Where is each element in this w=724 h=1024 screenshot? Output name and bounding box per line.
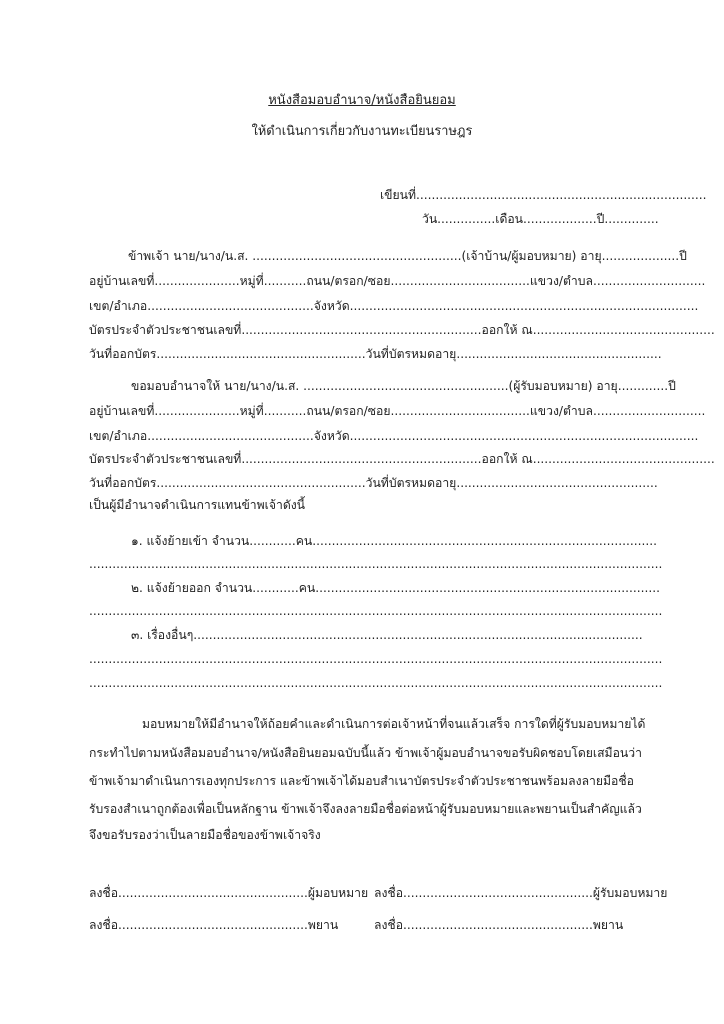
blank-line[interactable]: .................................................................................................................................................... [89, 652, 663, 666]
witness2-signature-field[interactable]: ลงชื่อ.................................................พยาน [374, 918, 624, 932]
grantor-address-field[interactable]: อยู่บ้านเลขที่......................หมู่ที่...........ถนน/ตรอก/ซอย....................................แขวง/ตำบล............................. [89, 274, 706, 288]
blank-line[interactable]: .................................................................................................................................................... [89, 604, 663, 618]
grantee-name-field[interactable]: ขอมอบอำนาจให้ นาย/นาง/น.ส. .....................................................(ผู้รับมอบหมาย) อายุ.............ปี [131, 379, 676, 393]
document-subtitle: ให้ดำเนินการเกี่ยวกับงานทะเบียนราษฎร [251, 124, 473, 139]
statement-line: รับรองสำเนาถูกต้องเพื่อเป็นหลักฐาน ข้าพเจ้าจึงลงลายมือชื่อต่อหน้าผู้รับมอบหมายและพยานเป็นสำคัญแล้ว [89, 802, 642, 816]
grantor-card-dates-field[interactable]: วันที่ออกบัตร......................................................วันที่บัตรหมดอายุ..................................................... [89, 347, 662, 361]
item-other-field[interactable]: ๓. เรื่องอื่นๆ.................................................................................................................... [131, 628, 643, 642]
statement-line: จึงขอรับรองว่าเป็นลายมือชื่อของข้าพเจ้าจริง [89, 828, 321, 842]
grantee-card-dates-field[interactable]: วันที่ออกบัตร......................................................วันที่บัตรหมดอายุ.................................................... [89, 476, 658, 490]
grantee-signature-field[interactable]: ลงชื่อ.................................................ผู้รับมอบหมาย [374, 886, 668, 900]
grantee-district-field[interactable]: เขต/อำเภอ...........................................จังหวัด.......................................................................................... [89, 429, 699, 443]
item-move-in-field[interactable]: ๑. แจ้งย้ายเข้า จำนวน............คน......................................................................................... [131, 534, 658, 548]
statement-line: กระทำไปตามหนังสือมอบอำนาจ/หนังสือยินยอมฉบับนี้แล้ว ข้าพเจ้าผู้มอบอำนาจขอรับผิดชอบโดยเสมือนว่า [89, 746, 642, 760]
written-at-field[interactable]: เขียนที่........................................................................... [380, 188, 707, 202]
grantee-id-card-field[interactable]: บัตรประจำตัวประชาชนเลขที่..............................................................ออกให้ ณ............................................... [89, 452, 715, 466]
grantor-district-field[interactable]: เขต/อำเภอ...........................................จังหวัด.......................................................................................... [89, 299, 699, 313]
blank-line[interactable]: .................................................................................................................................................... [89, 557, 663, 571]
grantor-id-card-field[interactable]: บัตรประจำตัวประชาชนเลขที่..............................................................ออกให้ ณ............................................... [89, 323, 715, 337]
document-title: หนังสือมอบอำนาจ/หนังสือยินยอม [268, 93, 456, 108]
grantor-name-field[interactable]: ข้าพเจ้า นาย/นาง/น.ส. ......................................................(เจ้าบ้าน/ผู้มอบหมาย) อายุ....................ปี [128, 249, 687, 263]
date-field[interactable]: วัน...............เดือน...................ปี.............. [422, 212, 659, 226]
blank-line[interactable]: .................................................................................................................................................... [89, 676, 663, 690]
item-move-out-field[interactable]: ๒. แจ้งย้ายออก จำนวน............คน......................................................................................... [131, 581, 661, 595]
statement-line: ข้าพเจ้ามาดำเนินการเองทุกประการ และข้าพเจ้าได้มอบสำเนาบัตรประจำตัวประชาชนพร้อมลงลายมือชื่อ [89, 774, 634, 788]
authority-intro: เป็นผู้มีอำนาจดำเนินการแทนข้าพเจ้าดังนี้ [89, 498, 306, 512]
statement-line: มอบหมายให้มีอำนาจให้ถ้อยคำและดำเนินการต่อเจ้าหน้าที่จนแล้วเสร็จ การใดที่ผู้รับมอบหมายได้ [142, 717, 646, 731]
grantee-address-field[interactable]: อยู่บ้านเลขที่......................หมู่ที่...........ถนน/ตรอก/ซอย....................................แขวง/ตำบล............................. [89, 404, 706, 418]
witness1-signature-field[interactable]: ลงชื่อ.................................................พยาน [89, 918, 339, 932]
grantor-signature-field[interactable]: ลงชื่อ.................................................ผู้มอบหมาย [89, 886, 369, 900]
